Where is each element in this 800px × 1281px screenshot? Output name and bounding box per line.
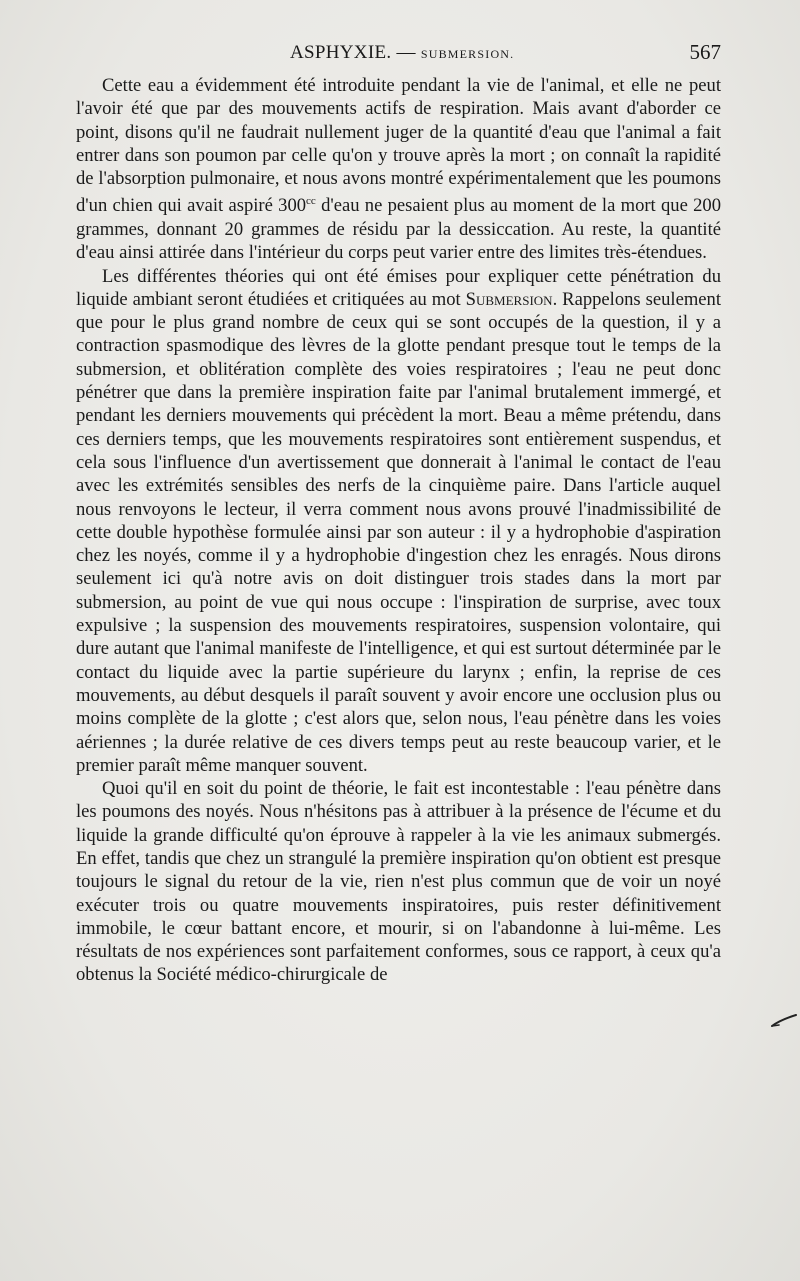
paragraph-1-text-b: d'eau ne pesaient plus au moment de la mort que 200 grammes, donnant 20 grammes de résidu par la dessiccation. Au reste, la quantité d'eau ainsi attirée dans l'intérieur du corps peut varier entre des limites très-étendues. (76, 195, 722, 264)
running-title (290, 42, 514, 64)
paragraph-1-text-a: Cette eau a évidemment été introduite pendant la vie de l'animal, et elle ne peut l'avoir été que par des mouvements actifs de respiration. Mais avant d'aborder ce point, disons qu'il ne faudrait nullement juger de la quantité d'eau que l'animal a fait entrer dans son poumon par celle qu'on y trouve après la mort ; on connaît la rapidité de l'absorption pulmonaire, et nous avons montré expérimentalement que les poumons d'un chien qui avait aspiré 300 (76, 75, 721, 217)
paragraph-3 (76, 777, 721, 987)
running-title-sub: SUBMERSION. (420, 47, 515, 61)
page-header (76, 38, 721, 68)
margin-pencil-mark-icon (770, 1012, 798, 1030)
cc-superscript: cc (306, 195, 316, 208)
page-number: 567 (689, 40, 721, 64)
paragraph-2 (76, 265, 721, 778)
paragraph-2-text-b: . Rappelons seulement que pour le plus grand nombre de ceux qui se sont occupés de la question, il y a contraction spasmodique des lèvres de la glotte pendant presque tout le temps de la submersion, et oblitération complète des voies respiratoires ; l'eau ne peut donc pénétrer que dans la première inspiration faite par l'animal brutalement immergé, et pendant les derniers mouvements qui précèdent la mort. Beau a même prétendu, dans ces derniers temps, que les mouvements respiratoires sont entièrement suspendus, et cela sous l'influence d'un avertissement que donnerait à l'animal le contact de l'eau avec les extrémités sensibles des nerfs de la cinquième paire. Dans l'article auquel nous renvoyons le lecteur, il verra comment nous avons prouvé l'inadmissibilité de cette double hypothèse formulée ainsi par son auteur : il y a hydrophobie d'aspiration chez les noyés, comme il y a hydrophobie d'ingestion chez les enragés. Nous dirons seulement ici qu'à notre avis on doit distinguer trois stades dans la mort par submersion, au point de vue qui nous occupe : l'inspiration de surprise, avec toux expulsive ; la suspension des mouvements respiratoires, suspension volontaire, qui dure autant que l'animal manifeste de l'intelligence, et qui est surtout déterminée par le contact du liquide avec la partie supérieure du larynx ; enfin, la reprise de ces mouvements, au début desquels il paraît souvent y avoir encore une occlusion plus ou moins complète de la glotte ; c'est alors que, selon nous, l'eau pénètre dans les voies aériennes ; la durée relative de ces divers temps peut au reste beaucoup varier, et le premier paraît même manquer souvent. (76, 288, 721, 776)
paragraph-2-text-a: Les différentes théories qui ont été émises pour expliquer cette pénétration du liquide ambiant seront étudiées et critiquées au mot (76, 265, 721, 310)
body-text (76, 74, 721, 987)
running-title-main: ASPHYXIE. — (290, 42, 416, 63)
paragraph-3-text: Quoi qu'il en soit du point de théorie, le fait est incontestable : l'eau pénètre dans les poumons des noyés. Nous n'hésitons pas à attribuer à la présence de l'écume et du liquide la grande difficulté qu'on éprouve à rappeler à la vie les animaux submergés. En effet, tandis que chez un strangulé la première inspiration qu'on obtient est presque toujours le signal du retour de la vie, rien n'est plus commun que de voir un noyé exécuter trois ou quatre mouvements inspiratoires, puis rester définitivement immobile, le cœur battant encore, et mourir, si on l'abandonne à lui-même. Les résultats de nos expériences sont parfaitement conformes, sous ce rapport, à ceux qu'a obtenus la Société médico-chirurgicale de (76, 778, 721, 986)
paragraph-1 (76, 74, 721, 265)
cross-reference-submersion: Submersion (465, 288, 553, 310)
